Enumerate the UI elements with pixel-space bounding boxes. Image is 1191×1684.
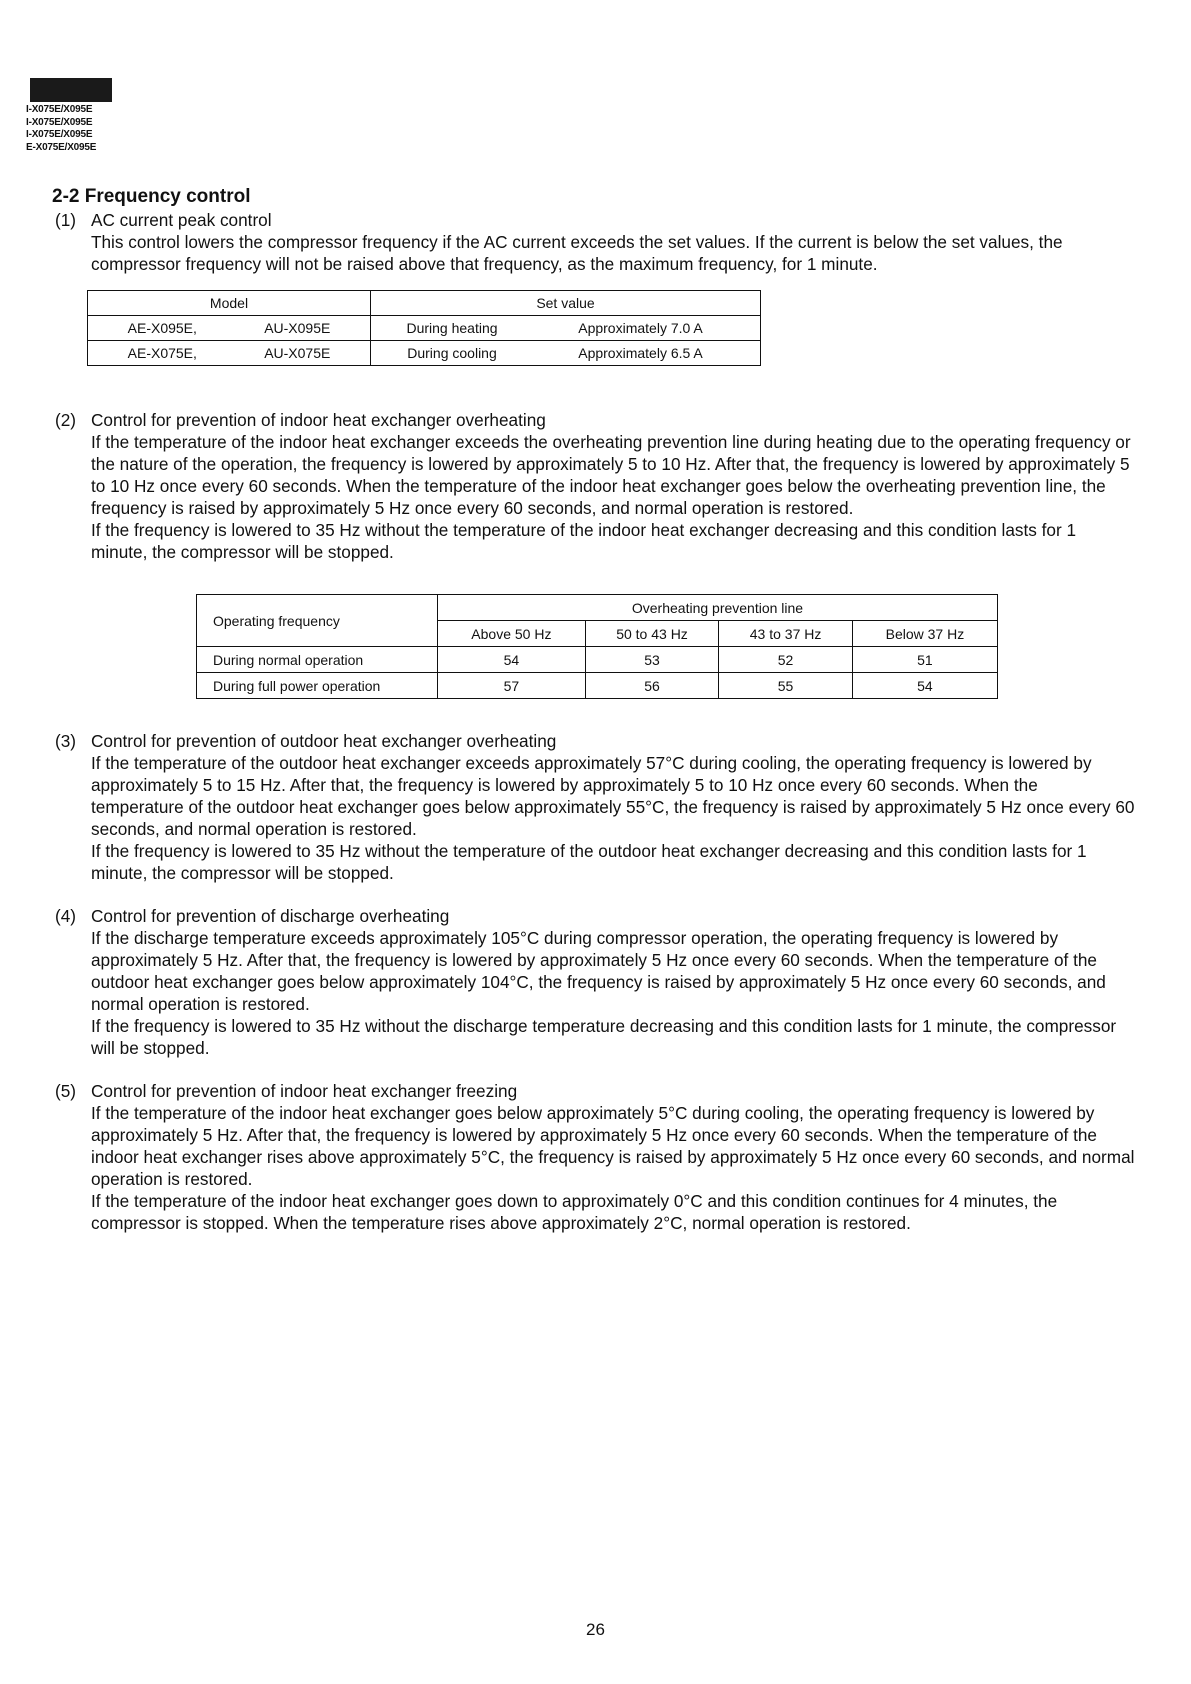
value-cell: Approximately 7.0 A (578, 320, 703, 336)
table-cell: 54 (852, 673, 997, 699)
header-model: I-X075E/X095E (26, 104, 93, 115)
item-title: Control for prevention of outdoor heat exchanger overheating (91, 731, 557, 751)
item-number: (4) (55, 906, 77, 926)
table-group-header: Overheating prevention line (438, 595, 998, 621)
item-paragraph: If the temperature of the indoor heat exchanger goes down to approximately 0°C and this condition continues for 4 minutes, the compressor is stopped. When the temperature rises above approximately 2°C, normal operation is restored. (91, 1191, 1058, 1233)
table-row (88, 316, 761, 341)
item-number: (3) (55, 731, 77, 751)
ac-current-table (87, 290, 761, 366)
table-cell: 53 (585, 647, 719, 673)
item-paragraph: If the frequency is lowered to 35 Hz without the discharge temperature decreasing and this condition lasts for 1 minute, the compressor will be stopped. (91, 1016, 1117, 1058)
item-4 (55, 905, 1135, 1059)
header-model-list (26, 104, 96, 154)
item-title: Control for prevention of indoor heat exchanger freezing (91, 1081, 518, 1101)
header-logo-block (30, 78, 112, 102)
item-paragraph: If the temperature of the indoor heat exchanger goes below approximately 5°C during cooling, the operating frequency is lowered by approximately 5 Hz. After that, the frequency is lowered by approximately 5 Hz once every 60 seconds. When the temperature of the indoor heat exchanger rises above approximately 5°C, the frequency is raised by approximately 5 Hz once every 60 seconds, and normal operation is restored. (91, 1103, 1135, 1189)
header-model: I-X075E/X095E (26, 129, 93, 140)
table-cell: 51 (852, 647, 997, 673)
table-column-header: Below 37 Hz (852, 621, 997, 647)
item-paragraph: If the frequency is lowered to 35 Hz without the temperature of the indoor heat exchanger decreasing and this condition lasts for 1 minute, the compressor will be stopped. (91, 520, 1077, 562)
item-paragraph: If the temperature of the outdoor heat exchanger exceeds approximately 57°C during cooling, the operating frequency is lowered by approximately 5 to 15 Hz. After that, the frequency is lowered by approximately 5 to 10 Hz once every 60 seconds. When the temperature of the outdoor heat exchanger goes below approximately 55°C, the frequency is raised by approximately 5 Hz once every 60 seconds, and normal operation is restored. (91, 753, 1135, 839)
row-label: During normal operation (197, 647, 438, 673)
table-column-header: 43 to 37 Hz (719, 621, 853, 647)
item-paragraph: If the frequency is lowered to 35 Hz without the temperature of the outdoor heat exchanger decreasing and this condition lasts for 1 minute, the compressor will be stopped. (91, 841, 1087, 883)
table-cell: 54 (438, 647, 586, 673)
mode-cell: During cooling (407, 345, 497, 361)
item-number: (1) (55, 210, 77, 230)
header-model: I-X075E/X095E (26, 116, 93, 128)
table-column-header: Above 50 Hz (438, 621, 586, 647)
item-1 (55, 209, 1135, 275)
table-row (88, 341, 761, 366)
table-cell: 57 (438, 673, 586, 699)
item-paragraph: This control lowers the compressor frequency if the AC current exceeds the set values. If the current is below the set values, the compressor frequency will not be raised above that frequency, as the maximum frequency, for 1 minute. (91, 232, 1063, 274)
overheating-prevention-table (196, 594, 998, 699)
table-header: Model (88, 291, 371, 316)
mode-cell: During heating (406, 320, 498, 336)
section-title: 2-2 Frequency control (52, 186, 251, 207)
table-row (197, 673, 998, 699)
value-cell: Approximately 6.5 A (578, 345, 703, 361)
table-row (197, 647, 998, 673)
table-column-header: 50 to 43 Hz (585, 621, 719, 647)
page-number: 26 (586, 1620, 605, 1639)
item-paragraph: If the temperature of the indoor heat exchanger exceeds the overheating prevention line during heating due to the operating frequency or the nature of the operation, the frequency is lowered by approximately 5 to 10 Hz. After that, the frequency is lowered by approximately 5 to 10 Hz once every 60 seconds. When the temperature of the indoor heat exchanger goes below the overheating prevention line, the frequency is raised by approximately 5 Hz once every 60 seconds, and normal operation is restored. (91, 432, 1131, 518)
item-paragraph: If the discharge temperature exceeds approximately 105°C during compressor operation, the operating frequency is lowered by approximately 5 Hz. After that, the frequency is lowered by approximately 5 Hz once every 60 seconds. When the temperature of the outdoor heat exchanger goes below approximately 104°C, the frequency is raised by approximately 5 Hz once every 60 seconds, and normal operation is restored. (91, 928, 1106, 1014)
item-number: (5) (55, 1081, 77, 1101)
item-title: AC current peak control (91, 210, 272, 230)
item-number: (2) (55, 410, 77, 430)
item-title: Control for prevention of discharge overheating (91, 906, 450, 926)
table-cell: 56 (585, 673, 719, 699)
header-model: E-X075E/X095E (26, 141, 97, 153)
item-5 (55, 1080, 1135, 1234)
item-3 (55, 730, 1135, 884)
table-cell: 55 (719, 673, 853, 699)
table-cell: 52 (719, 647, 853, 673)
model-cell: AU-X095E (264, 320, 331, 336)
row-label: During full power operation (197, 673, 438, 699)
model-cell: AE-X075E, (127, 345, 197, 361)
item-title: Control for prevention of indoor heat exchanger overheating (91, 410, 546, 430)
table-row-header: Operating frequency (197, 595, 438, 647)
model-cell: AU-X075E (264, 345, 331, 361)
item-2 (55, 409, 1135, 563)
model-cell: AE-X095E, (127, 320, 197, 336)
table-header: Set value (371, 291, 761, 316)
